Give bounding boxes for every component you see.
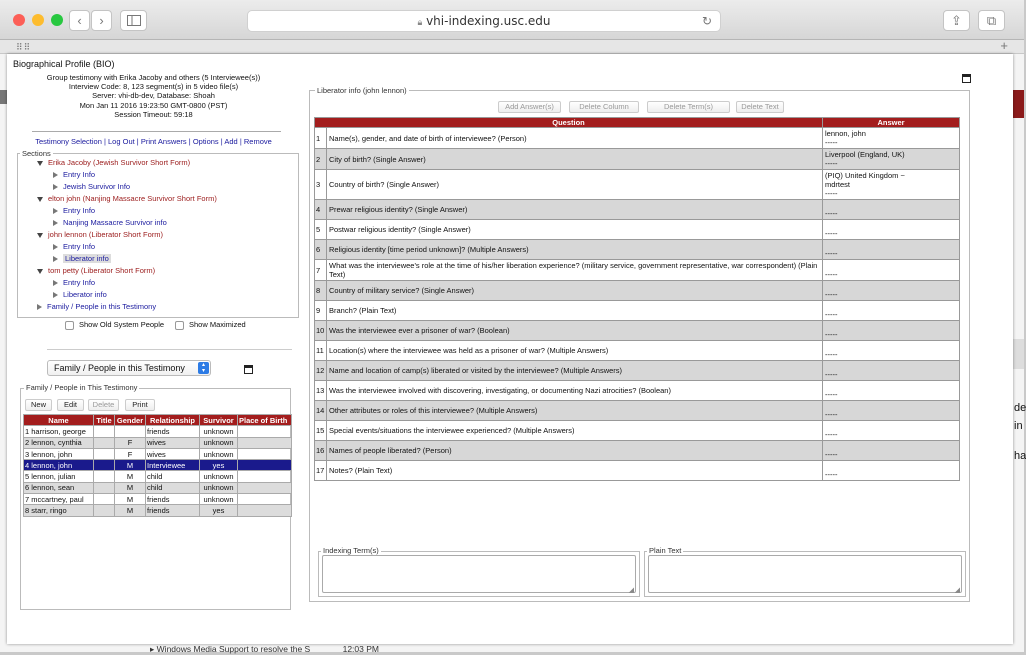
question-row[interactable] [315,301,960,321]
question-number: 13 [315,381,327,401]
triangle-right-icon [53,244,58,250]
select-arrows-icon: ▴ ▾ [198,362,209,374]
lock-icon: 🔒︎ [417,18,423,28]
question-row[interactable] [315,281,960,301]
tab-strip [0,40,1024,54]
person-name: lennon, sean [31,483,75,493]
info-line: Group testimony with Erika Jacoby and others (5 Interviewee(s)) [46,73,261,82]
triangle-right-icon [53,208,58,214]
tree-leaf-entry-info[interactable] [53,205,95,217]
cell-gender: M [115,482,146,493]
question-row[interactable] [315,240,960,260]
show-maximized-checkbox[interactable] [175,321,184,330]
info-line: Mon Jan 11 2016 19:23:50 GMT-0800 (PST) [79,100,228,110]
tabs-overview-button[interactable] [978,10,1005,31]
tree-leaf-label: Jewish Survivor Info [63,182,131,191]
question-text: Was the interviewee ever a prisoner of war? (Boolean) [327,321,823,341]
cell-relationship: child [146,471,200,482]
tree-leaf-entry-info[interactable] [53,277,95,289]
tree-leaf-label: Entry Info [63,242,96,251]
bg-text: in [1014,420,1023,432]
tree-node-family[interactable] [37,301,156,313]
question-row[interactable] [315,461,960,481]
link-bar: Testimony Selection | Log Out | Print Answers | Options | Add | Remove [35,137,272,146]
select-value: Family / People in this Testimony [54,363,185,373]
show-old-system-option[interactable] [65,320,164,330]
question-text: Country of military service? (Single Answer) [327,281,823,301]
question-text: Branch? (Plain Text) [327,301,823,321]
family-table-wrap [23,414,289,517]
forward-button[interactable] [91,10,112,31]
show-old-system-checkbox[interactable] [65,321,74,330]
cell-relationship: friends [146,494,200,505]
cell-survivor: unknown [200,471,238,482]
answer-cell[interactable]: ----- [823,381,960,401]
cell-name [24,437,94,448]
question-text: Name(s), gender, and date of birth of interviewee? (Person) [327,128,823,149]
question-row[interactable] [315,128,960,149]
cell-gender: M [115,494,146,505]
cell-survivor: unknown [200,482,238,493]
question-number: 17 [315,461,327,481]
question-row[interactable] [315,170,960,200]
triangle-right-icon: ▸ [150,644,155,654]
cell-name [24,505,94,516]
cell-relationship: child [146,482,200,493]
answer-cell[interactable]: ----- [823,401,960,421]
question-number: 14 [315,401,327,421]
tree-node-john[interactable] [37,229,163,241]
cell-gender: M [115,505,146,516]
cell-title [94,426,115,437]
question-number: 4 [315,200,327,220]
question-text: Notes? (Plain Text) [327,461,823,481]
tree-leaf-liberator-info-selected[interactable] [53,253,111,265]
share-button[interactable] [943,10,970,31]
question-number: 10 [315,321,327,341]
col-header-survivor[interactable]: Survivor [200,415,238,426]
person-name: lennon, john [31,460,73,470]
question-number: 11 [315,341,327,361]
tree-leaf-liberator-info[interactable] [53,289,107,301]
tree-leaf-jewish-survivor-info[interactable] [53,181,130,193]
cell-name [24,426,94,437]
answer-cell[interactable]: ----- [823,301,960,321]
testimony-info [15,73,292,119]
cell-place-of-birth [238,482,292,493]
url-text: vhi-indexing.usc.edu [426,14,551,28]
question-row[interactable] [315,341,960,361]
indexing-terms-textarea[interactable] [322,555,636,593]
cell-name [24,460,94,471]
resize-grip-icon[interactable]: ◢ [954,587,960,594]
question-row[interactable] [315,401,960,421]
tree-leaf-label: Nanjing Massacre Survivor info [63,218,167,227]
question-number: 7 [315,260,327,281]
question-table [314,117,960,481]
answer-cell[interactable]: Liverpool (England, UK) ----- [823,149,960,170]
question-number: 12 [315,361,327,381]
col-header-name[interactable]: Name [24,415,94,426]
family-table [23,414,292,517]
tree-leaf-label: Entry Info [63,170,96,179]
question-row[interactable] [315,260,960,281]
person-name: harrison, george [31,426,86,436]
grid-icon[interactable]: ⠿⠿ [16,42,32,52]
bg-status-text: Windows Media Support to resolve the S [156,644,311,654]
question-number: 8 [315,281,327,301]
cell-title [94,471,115,482]
reload-icon[interactable]: ↻ [701,14,712,28]
tabs-icon: ⧉ [986,13,997,28]
row-number: 5 [25,472,30,482]
answer-cell[interactable]: ----- [823,421,960,441]
question-number: 5 [315,220,327,240]
answer-header: Answer [823,118,960,128]
triangle-down-icon [37,233,43,238]
cell-title [94,505,115,516]
delete-terms-button[interactable]: Delete Term(s) [647,101,730,113]
bg-logo-strip [1013,90,1024,118]
print-button[interactable]: Print [125,399,155,411]
table-row[interactable] [24,437,292,448]
person-name: lennon, john [31,449,73,459]
person-name: lennon, julian [31,472,76,482]
answer-cell[interactable]: lennon, john ----- [823,128,960,149]
cell-title [94,482,115,493]
cell-survivor: unknown [200,448,238,459]
tree-leaf-entry-info[interactable] [53,241,95,253]
row-number: 8 [25,506,30,516]
share-icon: ⇪ [951,13,962,28]
bg-right-text [1014,399,1026,465]
options-link[interactable]: Options [192,137,219,146]
liberator-panel-label: Liberator info (john lennon) [317,86,407,95]
tree-leaf-nanjing-info[interactable] [53,217,167,229]
family-panel-label: Family / People in This Testimony [26,383,138,392]
question-row[interactable] [315,361,960,381]
table-row[interactable] [24,505,292,516]
cell-place-of-birth [238,426,292,437]
question-row[interactable] [315,220,960,240]
col-header-place-of-birth[interactable]: Place of Birth [238,415,292,426]
answer-cell[interactable]: ----- [823,281,960,301]
answer-cell[interactable]: ----- [823,461,960,481]
bg-right-box [1013,339,1024,369]
cell-title [94,460,115,471]
question-row[interactable] [315,421,960,441]
section-select[interactable] [47,360,211,376]
question-number: 15 [315,421,327,441]
delete-text-button[interactable]: Delete Text [736,101,784,113]
table-row[interactable] [24,460,292,471]
person-name: mccartney, paul [31,494,84,504]
answer-cell[interactable]: ----- [823,200,960,220]
chevron-left-icon: ‹ [77,13,82,28]
info-line: Interview Code: 8, 123 segment(s) in 5 video file(s) [68,82,239,92]
answer-cell[interactable]: (PIQ) United Kingdom ~ mdrtest ----- [823,170,960,200]
question-text: Was the interviewee involved with discovering, investigating, or documenting Nazi atrocities? (Boolean) [327,381,823,401]
tree-node-erika[interactable] [37,157,190,169]
cell-title [94,437,115,448]
table-row[interactable] [24,448,292,459]
triangle-down-icon [37,269,43,274]
table-row[interactable] [24,494,292,505]
divider [47,349,292,350]
cell-place-of-birth [238,471,292,482]
cell-relationship: wives [146,448,200,459]
sections-label: Sections [22,149,51,158]
col-header-title[interactable]: Title [94,415,115,426]
print-answers-link[interactable]: Print Answers [140,137,187,146]
question-text: Religious identity [time period unknown]? (Multiple Answers) [327,240,823,260]
row-number: 6 [25,483,30,493]
question-text: Names of people liberated? (Person) [327,441,823,461]
question-number: 6 [315,240,327,260]
new-button[interactable]: New [25,399,52,411]
add-answers-button[interactable]: Add Answer(s) [498,101,561,113]
checkbox-label: Show Old System People [79,320,165,329]
question-text: Country of birth? (Single Answer) [327,170,823,200]
question-text: Other attributes or roles of this interviewee? (Multiple Answers) [327,401,823,421]
table-row[interactable] [24,482,292,493]
tree-node-label: Erika Jacoby (Jewish Survivor Short Form) [48,158,191,167]
cell-survivor: unknown [200,437,238,448]
col-header-relationship[interactable]: Relationship [146,415,200,426]
tree-leaf-label: Entry Info [63,278,96,287]
cell-name [24,482,94,493]
triangle-right-icon [53,292,58,298]
add-link[interactable]: Add [224,137,238,146]
show-maximized-option[interactable] [175,320,246,330]
question-text: Location(s) where the interviewee was held as a prisoner of war? (Multiple Answers) [327,341,823,361]
answer-cell[interactable]: ----- [823,240,960,260]
triangle-down-icon [37,197,43,202]
info-line: Server: vhi-db-dev, Database: Shoah [92,91,215,101]
zoom-window-button[interactable] [51,14,63,26]
cell-relationship: friends [146,505,200,516]
plain-text-label: Plain Text [649,546,682,555]
sidebar-toggle-button[interactable] [120,10,147,31]
edit-button[interactable]: Edit [57,399,84,411]
cell-gender: F [115,448,146,459]
cell-relationship: Interviewee [146,460,200,471]
row-number: 2 [25,438,30,448]
remove-link[interactable]: Remove [243,137,272,146]
question-number: 1 [315,128,327,149]
triangle-right-icon [53,220,58,226]
tree-node-label: tom petty (Liberator Short Form) [48,266,156,275]
cell-place-of-birth [238,437,292,448]
plain-text-textarea[interactable] [648,555,962,593]
maximize-icon[interactable] [244,365,253,374]
cell-gender: M [115,460,146,471]
tree-node-label: elton john (Nanjing Massacre Survivor Short Form) [48,194,217,203]
cell-gender: F [115,437,146,448]
maximize-icon[interactable] [962,74,971,83]
checkbox-label: Show Maximized [189,320,246,329]
indexing-terms-label: Indexing Term(s) [323,546,379,555]
bg-status-time: 12:03 PM [342,644,379,654]
bg-text: de [1014,402,1026,414]
resize-grip-icon[interactable]: ◢ [628,587,634,594]
bg-status-item [150,644,379,655]
question-text: Postwar religious identity? (Single Answer) [327,220,823,240]
triangle-right-icon [53,184,58,190]
tree-node-tom[interactable] [37,265,155,277]
answer-cell[interactable]: ----- [823,260,960,281]
bg-nav-block [0,90,7,104]
cell-place-of-birth [238,494,292,505]
question-row[interactable] [315,149,960,170]
testimony-selection-link[interactable]: Testimony Selection [35,137,102,146]
cell-survivor: yes [200,460,238,471]
cell-place-of-birth [238,448,292,459]
row-number: 7 [25,494,30,504]
table-row[interactable] [24,471,292,482]
triangle-right-icon [53,172,58,178]
address-bar[interactable] [247,10,721,32]
delete-button[interactable]: Delete [88,399,119,411]
cell-name [24,494,94,505]
question-number: 3 [315,170,327,200]
cell-place-of-birth [238,505,292,516]
person-name: lennon, cynthia [31,438,82,448]
cell-survivor: unknown [200,494,238,505]
browser-toolbar [0,0,1024,40]
question-text: City of birth? (Single Answer) [327,149,823,170]
cell-gender: M [115,471,146,482]
row-number: 1 [25,426,30,436]
triangle-down-icon [37,161,43,166]
chevron-right-icon: › [99,13,104,28]
cell-title [94,448,115,459]
delete-column-button[interactable]: Delete Column [569,101,639,113]
question-row[interactable] [315,200,960,220]
triangle-right-icon [53,256,58,262]
cell-gender [115,426,146,437]
cell-name [24,471,94,482]
answer-cell[interactable]: ----- [823,361,960,381]
tree-leaf-label: Entry Info [63,206,96,215]
bg-text: ha [1014,450,1026,462]
sidebar-icon [127,15,141,26]
question-row[interactable] [315,321,960,341]
cell-survivor: unknown [200,426,238,437]
answer-cell[interactable]: ----- [823,220,960,240]
divider [32,131,281,132]
question-text: Special events/situations the interviewee experienced? (Multiple Answers) [327,421,823,441]
back-button[interactable] [69,10,90,31]
tree-node-label: john lennon (Liberator Short Form) [48,230,164,239]
tree-node-elton[interactable] [37,193,217,205]
answer-cell[interactable]: ----- [823,441,960,461]
cell-name [24,448,94,459]
cell-place-of-birth [238,460,292,471]
logout-link[interactable]: Log Out [108,137,135,146]
tree-leaf-entry-info[interactable] [53,169,95,181]
question-table-wrap [314,117,960,481]
minimize-window-button[interactable] [32,14,44,26]
cell-title [94,494,115,505]
tree-leaf-label: Liberator info [63,290,107,299]
info-line: Session Timeout: 59:18 [114,109,193,119]
question-number: 16 [315,441,327,461]
close-window-button[interactable] [13,14,25,26]
row-number: 4 [25,460,30,470]
tree-leaf-label: Liberator info [65,254,109,263]
row-number: 3 [25,449,30,459]
bio-dialog [7,42,1013,644]
question-number: 2 [315,149,327,170]
question-header: Question [315,118,823,128]
cell-relationship: friends [146,426,200,437]
table-row[interactable] [24,426,292,437]
person-name: starr, ringo [31,506,67,516]
cell-relationship: wives [146,437,200,448]
tree-node-label: Family / People in this Testimony [47,302,157,311]
col-header-gender[interactable]: Gender [115,415,146,426]
question-text: What was the interviewee's role at the time of his/her liberation experience? (military service, government representative, war correspondent) (Plain Text) [327,260,823,281]
answer-cell[interactable]: ----- [823,321,960,341]
triangle-right-icon [37,304,42,310]
question-text: Name and location of camp(s) liberated or visited by the interviewee? (Multiple Answers) [327,361,823,381]
dialog-title: Biographical Profile (BIO) [13,59,115,69]
cell-survivor: yes [200,505,238,516]
triangle-right-icon [53,280,58,286]
new-tab-icon[interactable]: + [1000,38,1008,53]
question-number: 9 [315,301,327,321]
question-row[interactable] [315,381,960,401]
question-row[interactable] [315,441,960,461]
question-text: Prewar religious identity? (Single Answer) [327,200,823,220]
answer-cell[interactable]: ----- [823,341,960,361]
